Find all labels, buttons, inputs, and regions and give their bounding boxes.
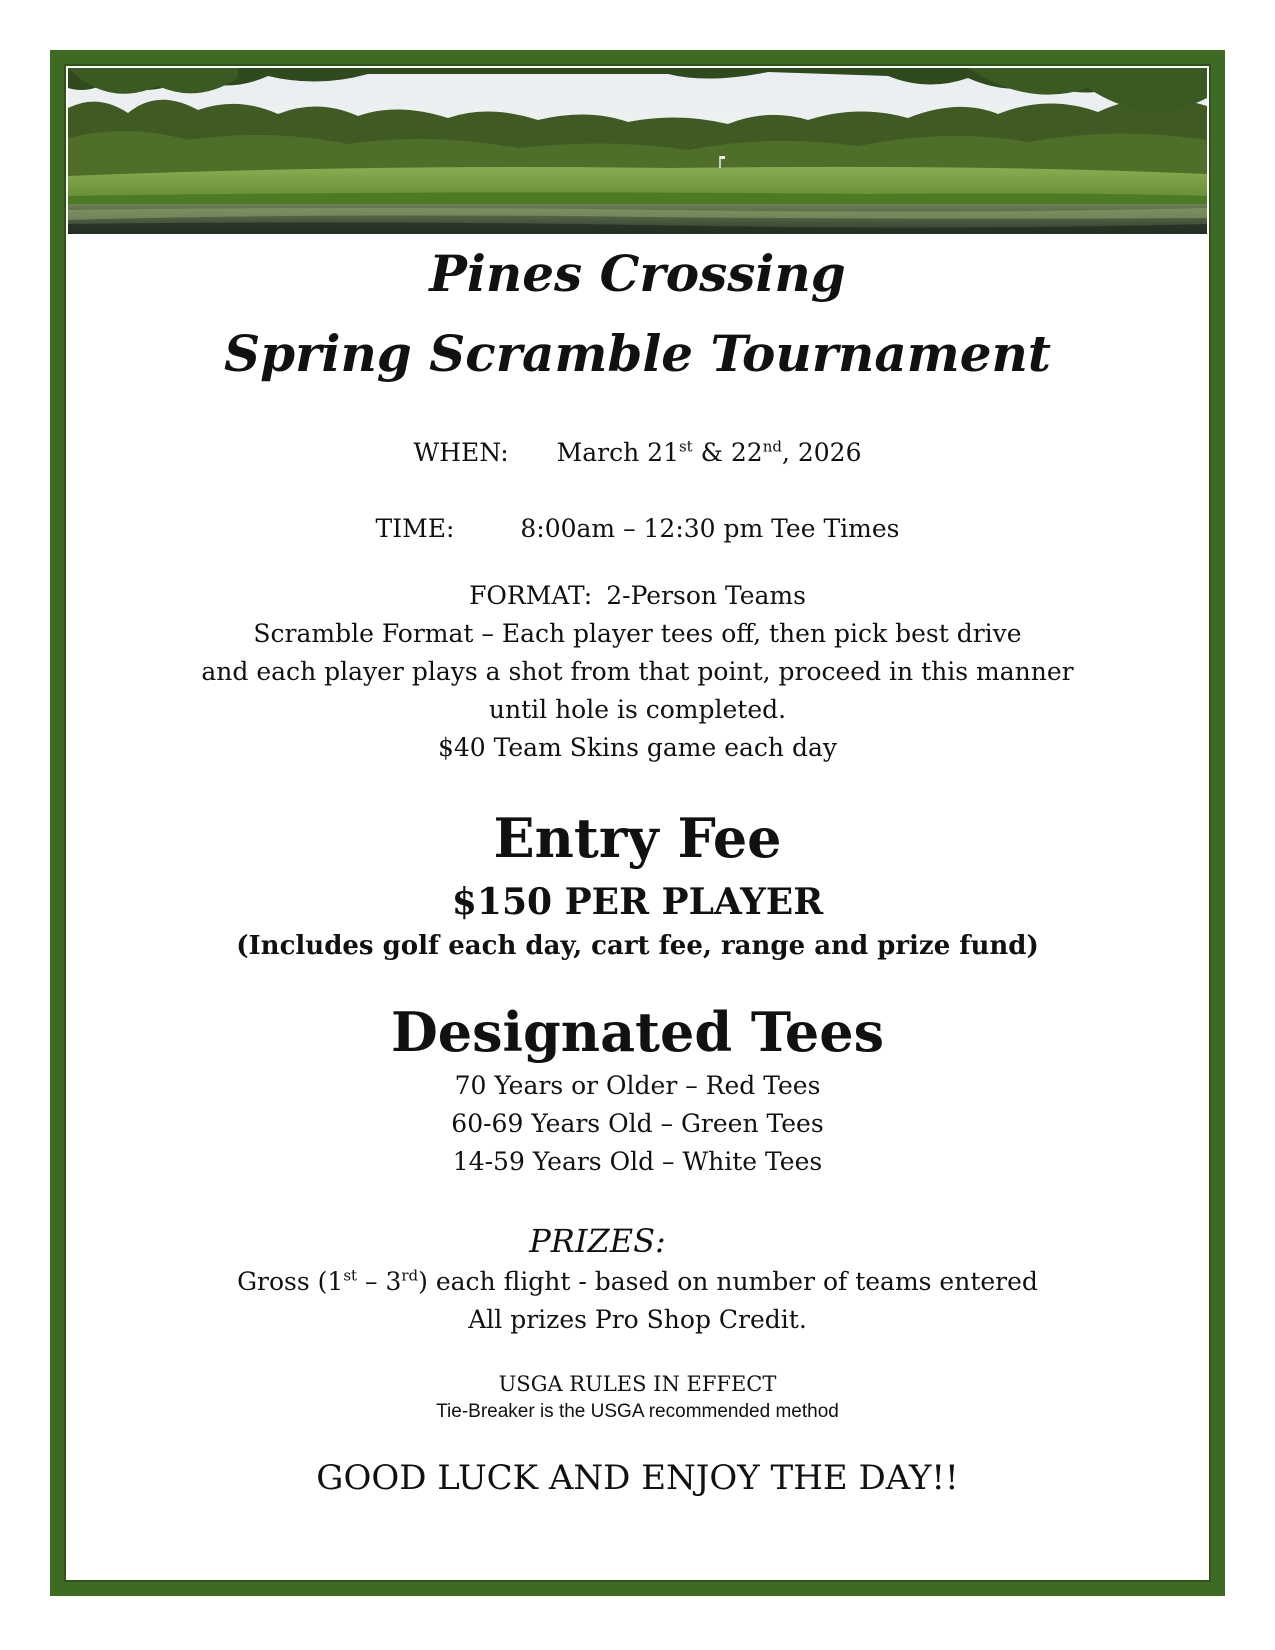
entry-fee-heading: Entry Fee	[493, 806, 782, 870]
format-block	[68, 577, 1207, 767]
closing-message: GOOD LUCK AND ENJOY THE DAY!!	[316, 1458, 959, 1498]
entry-fee-amount: $150 PER PLAYER	[451, 881, 824, 923]
title-line-1: Pines Crossing	[429, 244, 846, 303]
flyer-content	[68, 234, 1207, 1501]
time-value: 8:00am – 12:30 pm Tee Times	[520, 514, 900, 543]
time-label: TIME:	[375, 514, 455, 543]
title-line-2: Spring Scramble Tournament	[224, 324, 1051, 383]
when-row	[68, 434, 1207, 472]
entry-fee-includes: (Includes golf each day, cart fee, range and prize fund)	[236, 931, 1039, 961]
usga-rules: USGA RULES IN EFFECT	[498, 1372, 777, 1396]
prizes-heading: PRIZES:	[529, 1222, 666, 1260]
prizes-gross: Gross (1st – 3rd) each flight - based on number of teams entered	[237, 1266, 1038, 1296]
designated-tees-heading: Designated Tees	[390, 1000, 885, 1064]
tee-item: 70 Years or Older – Red Tees	[454, 1071, 821, 1100]
format-label: FORMAT:	[469, 581, 593, 610]
prizes-credit: All prizes Pro Shop Credit.	[468, 1305, 807, 1334]
when-label: WHEN:	[413, 438, 509, 467]
format-line: $40 Team Skins game each day	[437, 733, 838, 762]
format-row	[68, 577, 1207, 615]
tie-breaker-note: Tie-Breaker is the USGA recommended method	[436, 1401, 839, 1422]
golf-course-banner-image	[68, 68, 1207, 234]
when-date: March 21st & 22nd, 2026	[556, 437, 862, 467]
format-line: and each player plays a shot from that point, proceed in this manner	[201, 657, 1074, 686]
format-value: 2-Person Teams	[606, 581, 806, 610]
tee-item: 60-69 Years Old – Green Tees	[451, 1109, 824, 1138]
time-row	[68, 510, 1207, 548]
tee-item: 14-59 Years Old – White Tees	[452, 1147, 823, 1176]
format-line: until hole is completed.	[488, 695, 787, 724]
format-line: Scramble Format – Each player tees off, then pick best drive	[253, 619, 1022, 648]
